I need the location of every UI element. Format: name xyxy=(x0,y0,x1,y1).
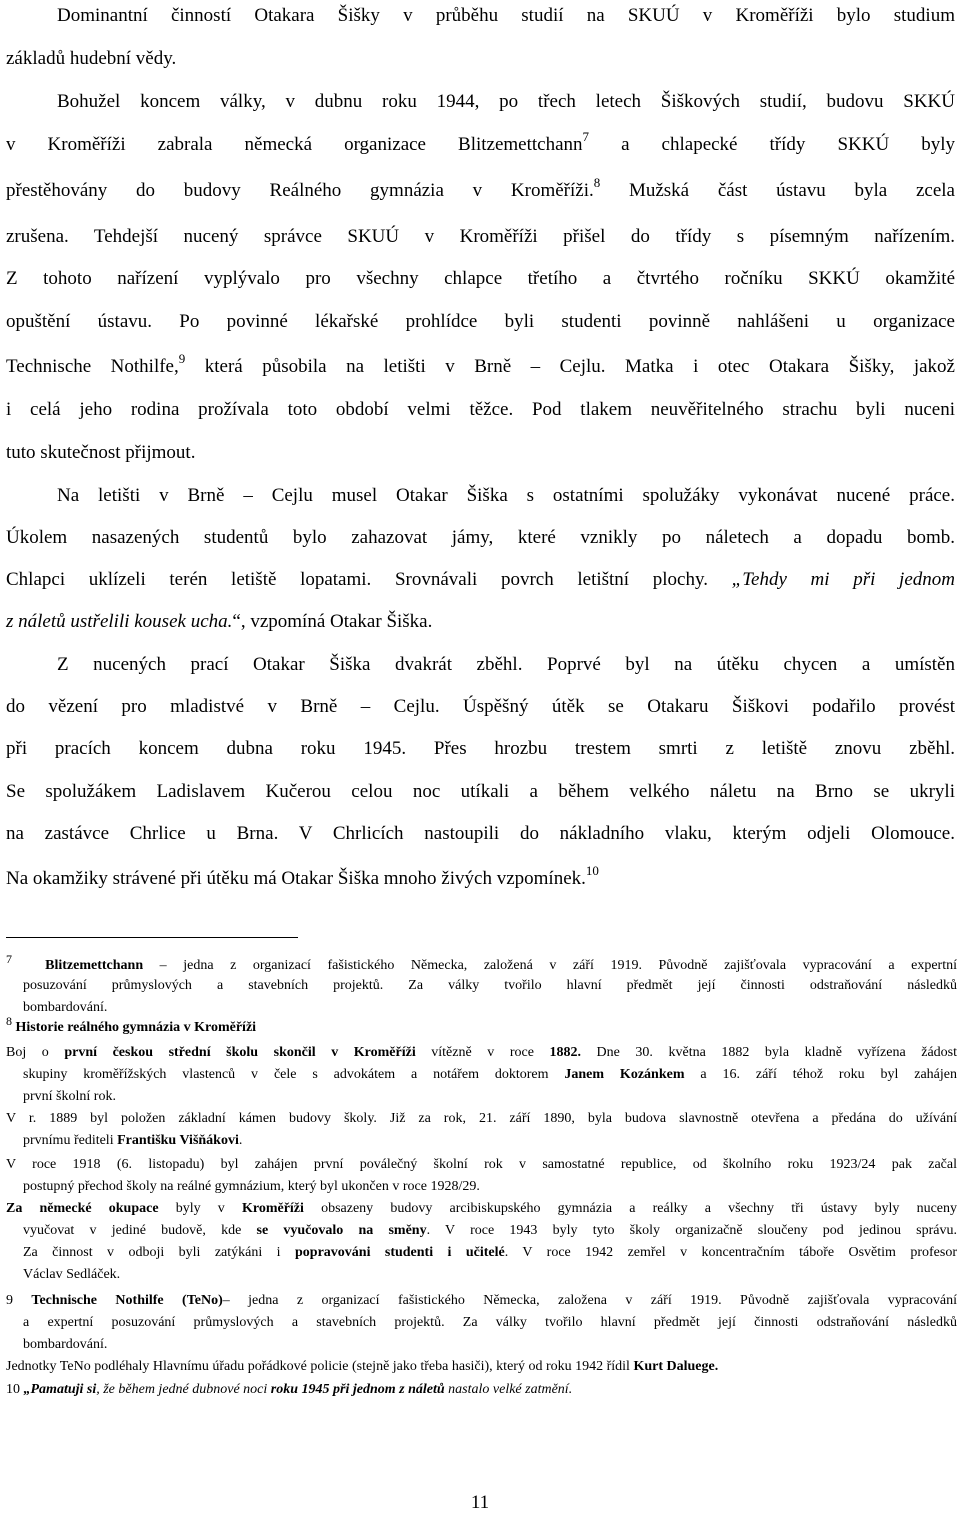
text: . V roce 1942 zemřel v koncentračním tábořе Osvětim profesor xyxy=(504,1245,957,1260)
footnote-8-line-6 xyxy=(23,1132,242,1150)
text: a chlapecké třídy SKKÚ byly xyxy=(589,134,955,155)
page-number: 11 xyxy=(470,1492,490,1513)
text: V roce 1918 (6. listopadu) byl zahájen první poválečný školní rok v samostatné republice, od školního roku 1923/24 pak začal xyxy=(6,1157,957,1172)
quote-text: „Tehdy mi při jednom xyxy=(731,569,955,590)
text: a 16. září téhož roku byl zahájen xyxy=(684,1067,957,1082)
body-line-3 xyxy=(57,91,955,113)
text: Z tohoto nařízení vyplývalo pro všechny chlapce třetího a čtvrtého ročníku SKKÚ okamžité xyxy=(6,268,955,289)
footnote-number: 10 xyxy=(6,1382,24,1397)
text: a expertní posuzování průmyslových a stavebních projektů. Za války tvořilo hlavní předmět její činnosti odstraňování následků xyxy=(23,1315,957,1330)
footnote-8-line-4 xyxy=(23,1088,116,1106)
text: 1882. xyxy=(549,1045,581,1060)
text: Dominantní činností Otakara Šišky v průběhu studií na SKUÚ v Kroměříži bylo studium xyxy=(57,5,955,26)
footnote-8-line-8 xyxy=(23,1178,480,1196)
text: Boj o xyxy=(6,1045,65,1060)
text: nastalo velké zatmění. xyxy=(444,1382,573,1397)
footnote-8-line-2 xyxy=(6,1044,957,1062)
text: bombardování. xyxy=(23,1000,108,1015)
body-line-15 xyxy=(6,611,432,633)
body-line-2 xyxy=(6,48,176,70)
text: Jednotky TeNo podléhaly Hlavnímu úřadu pořádkové policie (stejně jako třeba hasiči), který od roku 1942 řídil xyxy=(6,1359,634,1374)
text: prvnímu řediteli xyxy=(23,1133,118,1148)
text: Kroměříži xyxy=(241,1201,304,1216)
quote-text: z náletů ustřelili kousek ucha. xyxy=(6,611,233,632)
text: , že během jedné dubnové noci xyxy=(96,1382,271,1397)
text: Úkolem nasazených studentů bylo zahazovat jámy, které vznikly po náletech a dopadu bomb. xyxy=(6,527,955,548)
text: “, vzpomíná Otakar Šiška. xyxy=(232,611,433,632)
text: vyučovat v jediné budově, kde xyxy=(23,1223,257,1238)
body-line-9 xyxy=(6,351,955,378)
text: Za německé okupace xyxy=(6,1201,159,1216)
body-line-18 xyxy=(6,738,955,760)
footnote-8-line-1 xyxy=(6,1014,257,1037)
body-line-17 xyxy=(6,696,955,718)
footnote-title: Technische Nothilfe (TeNo) xyxy=(31,1293,223,1308)
body-line-5 xyxy=(6,175,955,202)
footnote-9-line-1 xyxy=(6,1292,957,1310)
footnote-9-line-4 xyxy=(6,1358,718,1376)
text: obsazeny budovy arcibiskupského gymnázia a reálky a všechny tři ústavy byly nuceny xyxy=(303,1201,958,1216)
text: zrušena. Tehdejší nucený správce SKUÚ v Kroměříži přišel do třídy s písemným nařízením. xyxy=(6,226,955,247)
body-line-11 xyxy=(6,442,195,464)
body-line-21 xyxy=(6,863,599,890)
footnote-8-line-10 xyxy=(23,1222,957,1240)
text: Bohužel koncem války, v dubnu roku 1944, po třech letech Šiškových studií, budovu SKKÚ xyxy=(57,91,955,112)
footnote-title: Historie reálného gymnázia v Kroměříži xyxy=(15,1020,257,1035)
footnote-number: 8 xyxy=(6,1014,12,1028)
text: základů hudební vědy. xyxy=(6,48,177,69)
text: Václav Sedláček. xyxy=(23,1267,121,1282)
body-line-20 xyxy=(6,823,955,845)
text: se vyučovalo na směny xyxy=(256,1223,427,1238)
text: první českou střední školu skončil v Kroměříži xyxy=(64,1045,416,1060)
body-line-4 xyxy=(6,129,955,156)
body-line-12 xyxy=(57,485,955,507)
text: – jedna z organizací fašistického Německa, založena v září 1919. Původně zajišťovala vypracování xyxy=(222,1293,957,1308)
body-line-16 xyxy=(57,654,955,676)
text: vítězně v roce xyxy=(415,1045,550,1060)
text: Na okamžiky strávené při útěku má Otakar Šiška mnoho živých vzpomínek. xyxy=(6,868,586,889)
footnote-ref-9[interactable]: 9 xyxy=(178,351,186,366)
text: Kurt Daluege. xyxy=(633,1359,719,1374)
footnote-8-line-7 xyxy=(6,1156,957,1174)
footnote-8-line-3 xyxy=(23,1066,957,1084)
text: která působila na letišti v Brně – Cejlu. Matka i otec Otakara Šišky, jakož xyxy=(185,356,955,377)
body-line-19 xyxy=(6,781,955,803)
footnote-separator xyxy=(6,937,298,938)
footnote-10-line-1 xyxy=(6,1381,572,1399)
text: první školní rok. xyxy=(23,1089,116,1104)
text: v Kroměříži zabrala německá organizace Blitzemettchann xyxy=(6,134,583,155)
footnote-number: 7 xyxy=(6,952,12,966)
body-line-10 xyxy=(6,399,955,421)
text: posuzování průmyslových a stavebních projektů. Za války tvořilo hlavní předmět její činnosti odstraňování následků xyxy=(23,978,957,993)
text: – jedna z organizací fašistického Německa, založená v září 1919. Původně zajišťovala vypracování a expertní xyxy=(143,958,958,973)
footnote-ref-8[interactable]: 8 xyxy=(593,175,601,190)
text: bombardování. xyxy=(23,1337,108,1352)
text: skupiny kroměřížských vlastenců v čele s advokátem a notářem doktorem xyxy=(23,1067,565,1082)
text: byly v xyxy=(158,1201,242,1216)
text: Se spolužákem Ladislavem Kučerou celou noc utíkali a během velkého náletu na Brno se ukryli xyxy=(6,781,955,802)
text: postupný přechod školy na reálné gymnázium, který byl ukončen v roce 1928/29. xyxy=(23,1179,480,1194)
footnote-9-line-2 xyxy=(23,1314,957,1332)
footnote-7-line-1 xyxy=(6,952,958,975)
text: Chlapci uklízeli terén letiště lopatami. Srovnávali povrch letištní plochy. xyxy=(6,569,732,590)
footnote-8-line-5 xyxy=(6,1110,957,1128)
footnote-title: Blitzemettchann xyxy=(45,958,144,973)
text: do vězení pro mladistvé v Brně – Cejlu. Úspěšný útěk se Otakaru Šiškovi podařilo provést xyxy=(6,696,955,717)
text: Za činnost v odboji byli zatýkáni i xyxy=(23,1245,295,1260)
footnote-number: 9 xyxy=(6,1293,32,1308)
text: roku 1945 při jednom z náletů xyxy=(270,1382,445,1397)
text: opuštění ústavu. Po povinné lékařské prohlídce byli studenti povinně nahlášeni u organizace xyxy=(6,311,955,332)
text: na zastávce Chrlice u Brna. V Chrlicích nastoupili do nákladního vlaku, kterým odjeli Olomouce. xyxy=(6,823,955,844)
body-line-6 xyxy=(6,226,955,248)
text: V r. 1889 byl položen základní kámen budovy školy. Již za rok, 21. září 1890, byla budova slavnostně otevřena a předána do užívání xyxy=(6,1111,957,1126)
text: „Pamatuji si xyxy=(23,1382,97,1397)
text: . xyxy=(238,1133,243,1148)
footnote-ref-7[interactable]: 7 xyxy=(582,129,590,144)
footnote-8-line-9 xyxy=(6,1200,957,1218)
footnote-7-line-3 xyxy=(23,999,107,1017)
text: popravováni studenti i učitelé xyxy=(295,1245,505,1260)
text: Technische Nothilfe, xyxy=(6,356,179,377)
text: Janem Kozánkem xyxy=(564,1067,685,1082)
body-line-1 xyxy=(57,5,955,27)
text: . V roce 1943 byly tyto školy organizačně sloučeny pod jedinou správu. xyxy=(426,1223,958,1238)
footnote-7-line-2 xyxy=(23,977,957,995)
text: přestěhovány do budovy Reálného gymnázia v Kroměříži. xyxy=(6,180,594,201)
text: i celá jeho rodina prožívala toto období velmi těžce. Pod tlakem neuvěřitelného strachu byli nuceni xyxy=(6,399,955,420)
body-line-8 xyxy=(6,311,955,333)
footnote-9-line-3 xyxy=(23,1336,107,1354)
footnote-8-line-12 xyxy=(23,1266,120,1284)
text: Z nucených prací Otakar Šiška dvakrát zběhl. Poprvé byl na útěku chycen a umístěn xyxy=(57,654,955,675)
footnote-8-line-11 xyxy=(23,1244,957,1262)
body-line-14 xyxy=(6,569,955,591)
footnote-ref-10[interactable]: 10 xyxy=(585,863,599,878)
text: Mužská část ústavu byla zcela xyxy=(600,180,955,201)
text: Dne 30. května 1882 byla kladně vyřízena žádost xyxy=(580,1045,957,1060)
text: při pracích koncem dubna roku 1945. Přes hrozbu trestem smrti z letiště znovu zběhl. xyxy=(6,738,955,759)
body-line-13 xyxy=(6,527,955,549)
body-line-7 xyxy=(6,268,955,290)
text: tuto skutečnost přijmout. xyxy=(6,442,196,463)
text: Františku Višňákovi xyxy=(117,1133,239,1148)
text: Na letišti v Brně – Cejlu musel Otakar Šiška s ostatními spolužáky vykonávat nucené práce. xyxy=(57,485,955,506)
